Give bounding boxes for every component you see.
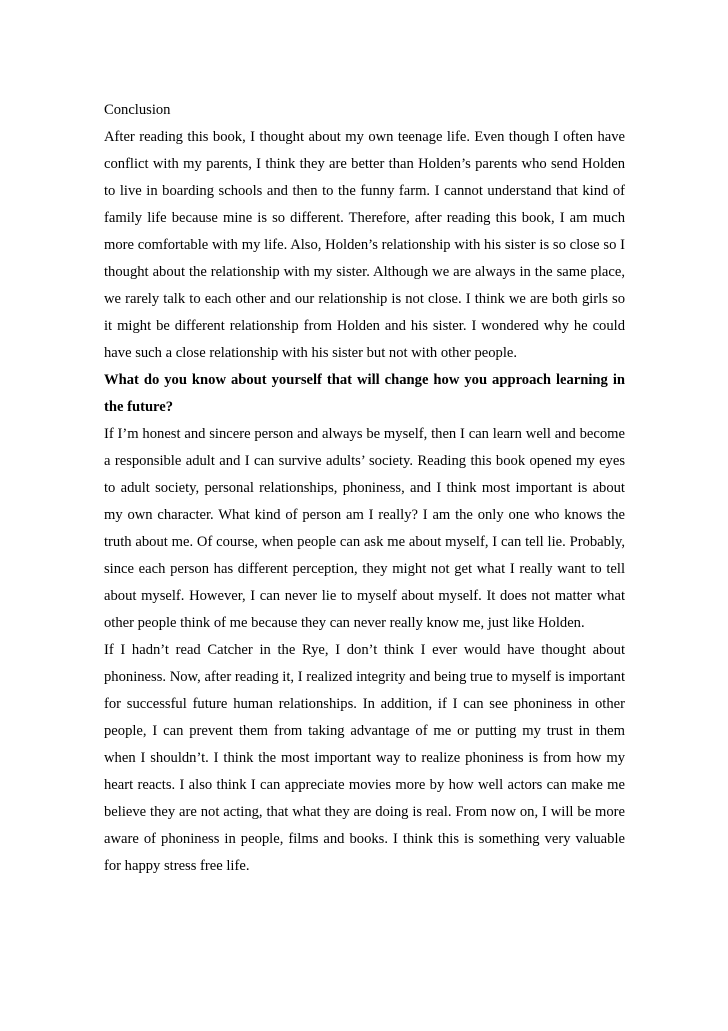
paragraph-phoniness: If I hadn’t read Catcher in the Rye, I don’t think I ever would have thought about phoniness. Now, after reading it, I realized integrity and being true to myself is important for successful future human relationships. In addition, if I can see phoniness in other people, I can prevent them from taking advantage of me or putting my trust in them when I shouldn’t. I think the most important way to realize phoniness is from how my heart reacts. I also think I can appreciate movies more by how well actors can make me believe they are not acting, that what they are doing is real. From now on, I will be more aware of phoniness in people, films and books. I think this is something very valuable for happy stress free life. (104, 642, 625, 874)
section-title: Conclusion (104, 102, 171, 118)
paragraph-reflection: After reading this book, I thought about my own teenage life. Even though I often have conflict with my parents, I think they are better than Holden’s parents who send Holden to live in boarding schools and then to the funny farm. I cannot understand that kind of family life because mine is so different. Therefore, after reading this book, I am much more comfortable with my life. Also, Holden’s relationship with his sister is so close so I thought about the relationship with my sister. Although we are always in the same place, we rarely talk to each other and our relationship is not close. I think we are both girls so it might be different relationship from Holden and his sister. I wondered why he could have such a close relationship with his sister but not with other people. (104, 129, 625, 361)
paragraph-self-knowledge: If I’m honest and sincere person and always be myself, then I can learn well and become a responsible adult and I can survive adults’ society. Reading this book opened my eyes to adult society, personal relationships, phoniness, and I think most important is about my own character. What kind of person am I really? I am the only one who knows the truth about me. Of course, when people can ask me about myself, I can tell lie. Probably, since each person has different perception, they might not get what I really want to tell about myself. However, I can never lie to myself about myself. It does not matter what other people think of me because they can never really know me, just like Holden. (104, 426, 625, 631)
document-page (104, 97, 625, 880)
question-heading: What do you know about yourself that will change how you approach learning in the future? (104, 372, 625, 415)
